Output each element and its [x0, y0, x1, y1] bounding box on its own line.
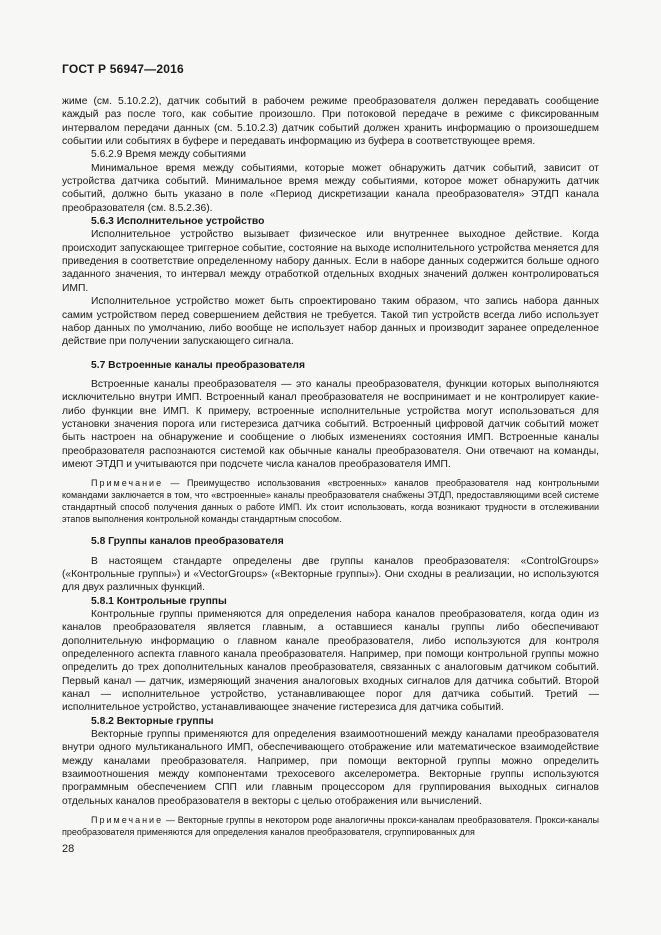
- document-header: ГОСТ Р 56947—2016: [62, 62, 184, 76]
- section-heading: 5.6.3 Исполнительное устройство: [91, 216, 265, 228]
- page-number: 28: [62, 843, 75, 855]
- body-paragraph: Векторные группы применяются для определения взаимоотношений между каналами преобразователя внутри одного мультиканального ИМП, обеспечивающего отображение или математическое взаимодействие между каналами преобразователя. Например, при помощи векторной группы можно определить взаимоотношения между компонентами трехосевого акселерометра. Векторные группы используются программным обеспечением СПП или главным процессором для группирования выходных сигналов отдельных каналов преобразователя в векторы с целью отображения или вычислений.: [62, 729, 599, 807]
- note-text: — Преимущество использования «встроенных» каналов преобразователя над контрольными командами заключается в том, что «встроенные» каналы преобразователя снабжены ЭТДП, предоставляющими всей системе стандартный способ получения данных о работе ИМП. Их стоит использовать, когда возникают трудности в отслеживании этапов выполнения контрольной команды стандартным способом.: [62, 478, 599, 525]
- section-heading: 5.8.2 Векторные группы: [91, 715, 214, 727]
- body-paragraph: Исполнительное устройство вызывает физическое или внутреннее выходное действие. Когда происходит запускающее триггерное событие, состояние на выходе исполнительного устройства меняется для приведения в соответствие определенному набору данных. Если в наборе данных содержится больше одного заданного значения, то интервал между отработкой отдельных входных значений должен контролироваться ИМП.: [62, 229, 599, 294]
- subsection-title: 5.6.2.9 Время между событиями: [91, 149, 246, 161]
- body-paragraph: Минимальное время между событиями, которые может обнаружить датчик событий, зависит от устройства датчика событий. Минимальное время между событиями, которое может обнаружить датчик событий, должно быть указано в поле «Период дискретизации канала преобразователя» ЭТДП канала преобразователя (см. 8.5.2.36).: [62, 162, 599, 214]
- section-heading: 5.8 Группы каналов преобразователя: [91, 536, 284, 548]
- note-text: — Векторные группы в некотором роде аналогичны прокси-каналам преобразователя. Прокси-каналы преобразователя применяются для определения каналов преобразователя, сгруппированных для: [62, 815, 599, 838]
- spacer: [62, 349, 599, 359]
- body-paragraph: жиме (см. 5.10.2.2), датчик событий в рабочем режиме преобразователя должен передавать сообщение каждый раз после того, как событие произошло. При потоковой передаче в режиме с фиксированным интервалом передачи данных (см. 5.10.2.3) датчик событий должен хранить информацию о произошедшем событии или событиях в буфере и передавать информацию из буфера в соответствующее время.: [62, 96, 599, 148]
- note-lead: Примечание: [91, 478, 164, 489]
- body-paragraph: В настоящем стандарте определены две группы каналов преобразователя: «ControlGroups» («Контрольные группы») и «VectorGroups» («Векторные группы»). Они сходны в реализации, но используются для двух различных функций.: [62, 555, 599, 594]
- section-heading: 5.8.1 Контрольные группы: [91, 595, 227, 607]
- spacer: [62, 525, 599, 535]
- body-paragraph: Исполнительное устройство может быть спроектировано таким образом, что запись набора данных самим устройством перед совершением действия не требуется. Такой тип устройств всегда либо использует набор данных по умолчанию, либо вообще не использует набор данных и производит заранее определенное действие при получении запускающего сигнала.: [62, 296, 599, 348]
- body-paragraph: Встроенные каналы преобразователя — это каналы преобразователя, функции которых выполняются исключительно внутри ИМП. Встроенный канал преобразователя не воспринимает и не контролирует какие-либо функции вне ИМП. К примеру, встроенные исполнительные устройства могут использоваться для установки значения порога или гистерезиса датчика событий. Встроенный цифровой датчик событий может быть настроен на обнаружение и сообщение о любых изменениях состояния ИМП. Встроенные каналы преобразователя распознаются системой как обычные каналы преобразователя. Они отвечают на команды, имеют ЭТДП и учитываются при подсчете числа каналов преобразователя ИМП.: [62, 378, 599, 470]
- body-paragraph: Контрольные группы применяются для определения набора каналов преобразователя, когда один из каналов преобразователя является главным, а оставшиеся каналы группы либо обеспечивают дополнительную информацию о главном канале преобразователя, либо используются для контроля определенного аспекта главного канала преобразователя. Например, при помощи контрольной группы можно определить до трех дополнительных каналов преобразователя, связанных с аналоговым датчиком событий. Первый канал — датчик, измеряющий значения аналоговых входных сигналов для датчика событий. Второй канал — исполнительное устройство, устанавливающее порог для датчика событий. Третий — исполнительное устройство, устанавливающее значение гистерезиса для датчика событий.: [62, 609, 599, 714]
- note-paragraph: [62, 814, 599, 838]
- section-heading: 5.7 Встроенные каналы преобразователя: [91, 359, 305, 371]
- note-lead: Примечание: [91, 815, 164, 826]
- document-body: [62, 95, 599, 838]
- note-paragraph: [62, 477, 599, 525]
